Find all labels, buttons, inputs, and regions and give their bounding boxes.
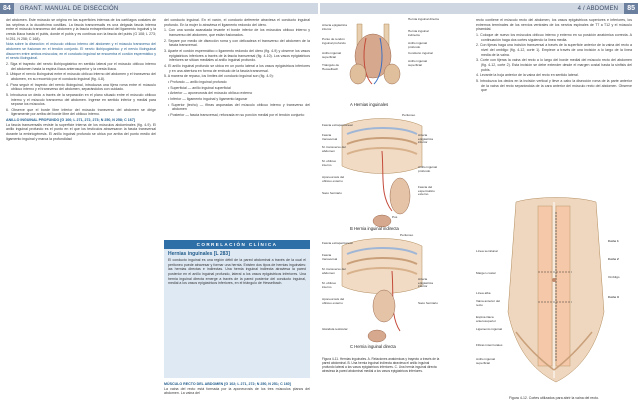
running-title-left: GRANT. MANUAL DE DISECCIÓN (19, 5, 119, 12)
bullet-item: • Profundo — anillo inguinal profundo (168, 79, 227, 84)
bullet-item: • Posterior — fascia transversal, reforzada en su porción medial por el tendón conjunto (168, 112, 305, 117)
paragraph: La vaina del recto está formada por la aponeurosis de los tres músculos planos del abdomen. La vaina del (164, 386, 310, 396)
figure-label: Espina ilíaca anterosuperior (476, 315, 496, 323)
page-header-left (0, 3, 318, 14)
text-column-4 (476, 18, 632, 190)
panel-c-drawing (342, 239, 422, 343)
figure-label: Punto de tendón inguinal profundo (322, 37, 346, 45)
figure-label: Pus (392, 215, 398, 219)
paragraph: recto contiene el músculo recto del abdomen, los vasos epigástricos superiores e inferiores, los extremos terminales de los nervios ventrales de los nervios espinales de T7 a T12 y el músculo piramidal. (476, 18, 632, 32)
bullet-text: Superior (techo) — fibras arqueadas del músculo oblicuo interno y transverso del abdomen (171, 102, 310, 112)
figure-label: Vaina anterior del recto (476, 299, 501, 307)
page-header-right (320, 3, 638, 14)
paragraph: del conducto inguinal. En el varón, el conducto deferente atraviesa el conducto inguinal profundo. En la mujer lo atraviesa el ligamento redondo del útero. (164, 18, 310, 27)
step-item: 6. Observe que el borde libre inferior del músculo transverso del abdomen se dirige ligeramente por arriba del borde libre del oblicuo interno. (6, 107, 156, 117)
panel-a-drawing (350, 24, 400, 84)
figure-label: Peritoneo (402, 113, 416, 117)
figure-label: Anillo inguinal superficial (408, 59, 428, 67)
bullet-item: • Superior (techo) — fibras arqueadas del músculo oblicuo interno y transverso del abdomen (168, 102, 310, 112)
cut-label: Corte 2 (608, 257, 619, 261)
text-column-1 (6, 18, 156, 410)
step-item: 2. Con tijeras haga una incisión transversal a través de la superficie anterior de la vaina del recto a nivel del ombligo (fig. 4-12, corte 1). Empiece a través de una incisión a lo largo de la línea media de la vaina. (476, 43, 632, 57)
section-heading-recto: MÚSCULO RECTO DEL ABDOMEN [G 102; L 271, 272; N 250, N 251; C 160] (164, 382, 291, 386)
figure-label: Hernia inguinal directa (408, 17, 439, 21)
figure-label: Fascia transversal (322, 133, 338, 141)
page-number-right: 85 (624, 3, 638, 14)
figure-label: Anillo inguinal profundo (418, 165, 438, 173)
text-column-2 (164, 18, 310, 238)
figure-label: Triángulo de Hesselbach (322, 63, 340, 71)
clinical-correlation-box (164, 240, 310, 378)
bullet-text: Superficial — anillo inguinal superficial (170, 85, 231, 90)
step-item: 5. A manera de repaso, los límites del conducto inguinal son (fig. 4-9): (164, 74, 274, 79)
figure-4-12-caption: Figura 4-12. Cortes utilizados para abrir la vaina del recto. (508, 396, 600, 400)
clinical-correlation-bar: CORRELACIÓN CLÍNICA (164, 240, 310, 249)
figure-label: Ombligo (608, 275, 620, 279)
figure-label: Peritoneo (400, 233, 414, 237)
paragraph: del abdomen. Este músculo se origina en las superficies internas de los cartílagos costales de las séptima a la duodécima costillas. La fascia transversalis es una delgada fascia interna entre el músculo transverso del abdomen y la fascia extraperitoneal del ligamento inguinal y la cresta ilíaca hasta el pubis, donde el pubis y es continua con la fascia del pubis (G 108; L 273; N 251, N 258; C 168). (6, 18, 156, 41)
figure-label: Saco herniario (322, 191, 342, 195)
figure-label: Aponeurosis del oblicuo externo (322, 297, 345, 305)
figure-label: M. transverso del abdomen (322, 267, 346, 275)
running-title-right: 4 / ABDOMEN (577, 5, 619, 12)
step-item: 4. Levante la hoja anterior de la vaina del recto en sentido lateral. (476, 73, 579, 78)
dissection-note: Nota sobre la disección: el músculo oblicuo interno del abdomen y el músculo transverso del abdomen se fusionan en el tendón conjunto. El nervio iliohipogástrico y el nervio ilioinguinal discurren entre ambos músculos; en el conducto inguinal se encuentra el cordón espermático y el nervio ilioinguinal. (6, 42, 156, 61)
bullet-item: • Superficial — anillo inguinal superficial (168, 85, 231, 90)
step-item: 3. Corte con tijeras la vaina del recto a lo largo del borde medial del músculo recto del abdomen (fig. 4-12, corte 2). Esta incisión se debe extender desde el margen costal hasta la sínfisis del pubis. (476, 58, 632, 72)
figure-label: Fascia transversal (322, 253, 338, 261)
clinical-body: El conducto inguinal es una región débil de la pared abdominal a través de la cual el peritoneo puede atravesar y formar una hernia. Existen dos tipos de hernias inguinales: las hernias directas e indirectas. Una hernia inguinal indirecta atraviesa la pared posterior en el anillo inguinal profundo, lateral a los vasos epigástricos inferiores. Una hernia inguinal directa emerge a través de la pared posterior del conducto inguinal, medial a los vasos epigástricos inferiores, en el triángulo de Hesselbach. (168, 258, 306, 286)
figure-label: Línea semilunar (476, 249, 499, 253)
figure-label: Conducto inguinal (408, 51, 433, 55)
figure-label: Arteria epigástrica inferior (418, 133, 433, 145)
figure-label: Anillo inguinal profundo (408, 41, 428, 49)
figure-label: Anillo inguinal superficial (322, 51, 342, 59)
step-item: 2. Siga el trayecto del nervio iliohipogástrico en sentido lateral por el músculo oblicuo interno del abdomen hasta la espina ilíaca anterosuperior y la cresta ilíaca. (6, 61, 156, 71)
step-item: 3. Ubique el nervio ilioinguinal entre el músculo oblicuo interno del abdomen y el transverso del abdomen, en su recorrido por el conducto inguinal (fig. 4-8). (6, 72, 156, 81)
figure-label: Arteria epigástrica inferior (322, 23, 347, 31)
step-item: 1. Coloque de nuevo los músculos oblicuo interno y externo en su posición anatómica correcta. A continuación haga dos cortes siguiendo la línea media. (476, 32, 632, 42)
step-item: 5. Introduzca los dedos en la incisión vertical y lleve a cabo la disección roma de la parte anterior de la vaina del recto separándola de la cara anterior del músculo recto del abdomen. Observe que (476, 78, 632, 93)
section-heading-anillo: ANILLO INGUINAL PROFUNDO [G 106; L 271, 272, 273; N 250, N 258; C 167] (6, 118, 135, 123)
cut-label: Corte 3 (608, 295, 619, 299)
clinical-title: Hernias inguinales [L 283] (168, 251, 230, 257)
figure-label: Fascia extraperitoneal (322, 241, 353, 245)
step-item: 5. Introduzca un dedo a través de la separación en el plano situado entre el músculo oblicuo interno y el músculo transverso del abdomen. Ingrese en sentido inferior y medial para separar los músculos. (6, 92, 156, 107)
bullet-text: Profundo — anillo inguinal profundo (170, 79, 227, 84)
page-number-left: 84 (0, 3, 14, 14)
panel-c-title: C Hernia inguinal directa (350, 344, 396, 349)
figure-4-11-caption: Figura 4-11. Hernias inguinales. A. Relaciones anatómicas y trayecto a través de la pared abdominal. B. Una hernia inguinal indirecta atraviesa el anillo inguinal profundo lateral a los vasos epigástricos inferiores. C. Una hernia inguinal directa atraviesa la pared abdominal medial a los vasos epigástricos inferiores. (322, 357, 440, 373)
figure-label: M. oblicuo interno (322, 159, 337, 167)
text-column-2-bottom (164, 381, 310, 413)
figure-4-11 (322, 16, 440, 408)
bullet-text: Inferior — ligamento inguinal y ligamento lagunar (170, 96, 248, 101)
figure-label: Margen costal (476, 271, 496, 275)
step-item: 1. Con una sonda acanalada levante el borde inferior de los músculos oblicuo interno y transverso del abdomen, que están fusionados. (164, 28, 310, 37)
step-item: 3. Aparte el cordón espermático o ligamento redondo del útero (fig. 4-9) y observe los vasos epigástricos inferiores a través de la fascia transversal (fig. 4-10). Los vasos epigástricos inferiores se sitúan mediales al anillo inguinal profundo. (164, 48, 310, 63)
figure-label: Anillo inguinal superficial (476, 357, 496, 365)
figure-label: Ligamento inguinal (476, 327, 502, 331)
panel-a-title: A Hernias inguinales (350, 102, 389, 107)
bullet-item: • Anterior — aponeurosis del músculo oblicuo externo (168, 91, 253, 96)
cut-label: Corte 1 (608, 239, 619, 243)
figure-label: Fibras intercrurales (476, 343, 503, 347)
figure-4-12 (476, 192, 632, 412)
bullet-text: Posterior — fascia transversal, reforzada en su porción medial por el tendón conjunto (170, 112, 305, 117)
step-item: 2. Separe por medio de disección roma y con delicadeza el transverso del abdomen de la fascia transversal. (164, 38, 310, 48)
bullet-text: Anterior — aponeurosis del músculo oblicuo externo (170, 91, 253, 96)
step-item: 4. El anillo inguinal profundo se ubica en un punto lateral a los vasos epigástricos inferiores y en una abertura en forma de embudo de la fascia transversal. (164, 63, 310, 73)
figure-label: Hernia inguinal indirecta (408, 29, 429, 37)
figure-label: Línea alba (476, 291, 491, 295)
figure-label: Glándula testicular (322, 327, 348, 331)
bullet-item: • Inferior — ligamento inguinal y ligamento lagunar (168, 96, 248, 101)
hernia-illustration (322, 16, 440, 408)
figure-label: Saco herniario (418, 301, 438, 305)
figure-label: Aponeurosis del oblicuo externo (322, 175, 345, 183)
figure-label: M. oblicuo interno (322, 281, 337, 289)
panel-b-drawing (342, 119, 422, 228)
figure-label: Fascia del espermático externo (418, 185, 435, 197)
figure-label: M. transverso del abdomen (322, 145, 346, 153)
panel-b-title: B Hernia inguinal indirecta (350, 226, 399, 231)
step-item: 4. Para seguir el trayecto del nervio ilioinguinal, introduzca una tijera roma entre el músculo oblicuo interno y el transverso del abdomen, separándolos con cuidado. (6, 82, 156, 92)
figure-label: Fascia extraperitoneal (322, 123, 353, 127)
paragraph: La fascia transversalis reviste la superficie interna de los músculos abdominales (fig. 4-9). El anillo inguinal profundo es el punto en el que los testículos atravesaron la fascia transversal durante la embriogénesis. El anillo inguinal profundo se ubica por arriba del punto medio del ligamento inguinal y marca la profundidad (6, 122, 156, 141)
figure-label: Arteria epigástrica inferior (418, 277, 433, 289)
